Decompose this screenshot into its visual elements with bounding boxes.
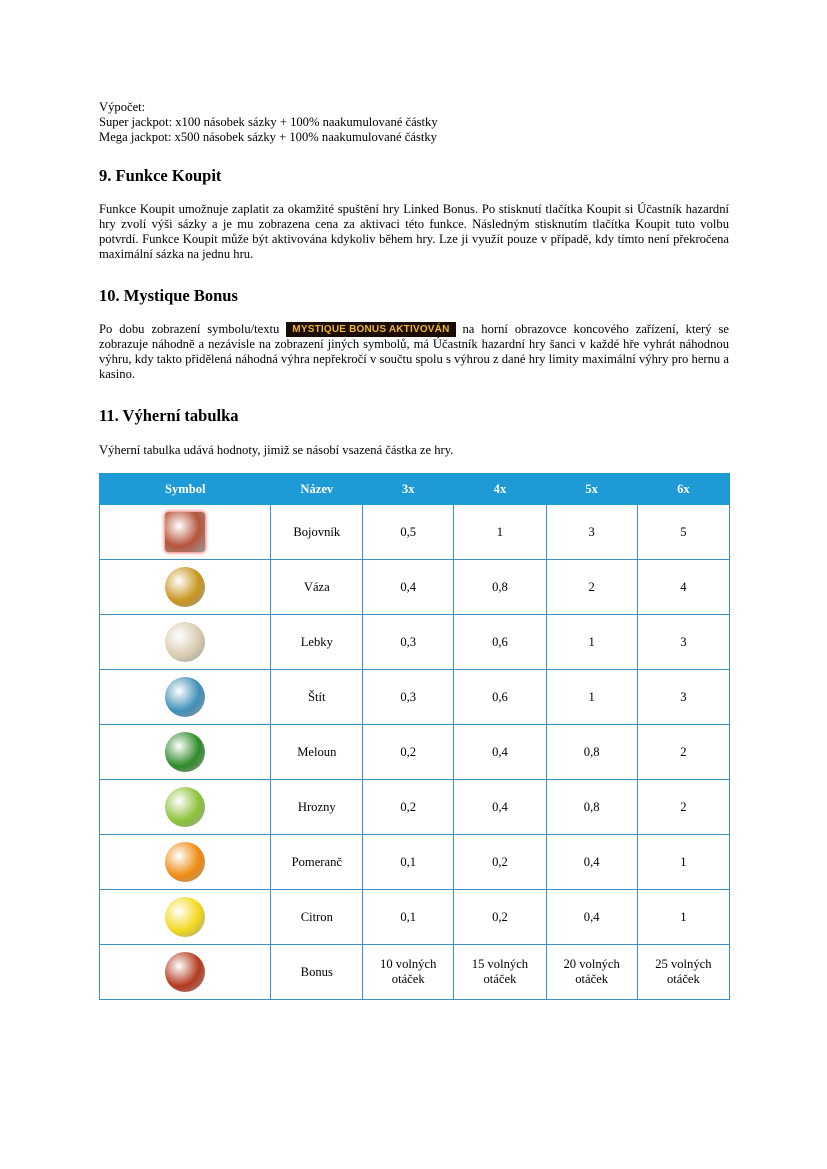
payout-value: 0,8 — [546, 780, 637, 835]
payout-value: 3 — [637, 670, 729, 725]
payout-value: 0,3 — [363, 615, 454, 670]
payout-value: 0,5 — [363, 505, 454, 560]
section-10-text — [99, 322, 729, 382]
grapes-icon — [165, 787, 205, 827]
payout-value: 0,2 — [454, 835, 546, 890]
payout-value: 0,3 — [363, 670, 454, 725]
calc-label: Výpočet: — [99, 100, 146, 114]
table-row — [100, 615, 730, 670]
payout-value: 0,4 — [363, 560, 454, 615]
payout-value: 0,4 — [546, 835, 637, 890]
table-row — [100, 945, 730, 1000]
table-row — [100, 780, 730, 835]
symbol-cell — [100, 725, 271, 780]
symbol-name: Hrozny — [271, 780, 363, 835]
warrior-icon — [165, 512, 205, 552]
payout-value: 1 — [637, 890, 729, 945]
mega-jackpot-line: Mega jackpot: x500 násobek sázky + 100% naakumulované částky — [99, 130, 437, 144]
header-5x: 5x — [546, 474, 637, 505]
payout-value: 1 — [546, 615, 637, 670]
section-11-text: Výherní tabulka udává hodnoty, jimiž se násobí vsazená částka ze hry. — [99, 443, 454, 457]
payout-value: 0,4 — [454, 725, 546, 780]
payout-value: 0,2 — [363, 725, 454, 780]
symbol-name: Bonus — [271, 945, 363, 1000]
payout-value: 2 — [546, 560, 637, 615]
payout-value: 0,4 — [454, 780, 546, 835]
symbol-cell — [100, 890, 271, 945]
payout-value: 0,1 — [363, 835, 454, 890]
header-symbol: Symbol — [100, 474, 271, 505]
payout-value: 1 — [546, 670, 637, 725]
header-6x: 6x — [637, 474, 729, 505]
mystique-bonus-banner: MYSTIQUE BONUS AKTIVOVÁN — [286, 322, 455, 337]
payout-value: 20 volných otáček — [546, 945, 637, 1000]
payout-value: 5 — [637, 505, 729, 560]
payout-value: 0,6 — [454, 670, 546, 725]
payout-value: 1 — [454, 505, 546, 560]
symbol-name: Lebky — [271, 615, 363, 670]
super-jackpot-line: Super jackpot: x100 násobek sázky + 100% naakumulované částky — [99, 115, 438, 129]
symbol-name: Citron — [271, 890, 363, 945]
shield-icon — [165, 677, 205, 717]
payout-value: 0,2 — [363, 780, 454, 835]
payout-value: 2 — [637, 780, 729, 835]
table-row — [100, 560, 730, 615]
symbol-name: Štít — [271, 670, 363, 725]
symbol-name: Váza — [271, 560, 363, 615]
symbol-cell — [100, 560, 271, 615]
section-9-heading: 9. Funkce Koupit — [99, 166, 222, 185]
symbol-cell — [100, 945, 271, 1000]
payout-value: 0,4 — [546, 890, 637, 945]
payout-value: 0,8 — [454, 560, 546, 615]
table-row — [100, 835, 730, 890]
lemon-icon — [165, 897, 205, 937]
vase-icon — [165, 567, 205, 607]
payout-value: 0,8 — [546, 725, 637, 780]
payout-value: 3 — [546, 505, 637, 560]
payout-value: 10 volných otáček — [363, 945, 454, 1000]
section-11-heading: 11. Výherní tabulka — [99, 406, 239, 425]
symbol-name: Bojovník — [271, 505, 363, 560]
symbol-cell — [100, 780, 271, 835]
calculation-block — [99, 100, 729, 145]
bonus-icon — [165, 952, 205, 992]
payout-value: 2 — [637, 725, 729, 780]
text-after: na horní obrazovce koncového zařízení, který se zobrazuje náhodně a nezávisle na zobrazení jiných symbolů, má Účastník hazardní hry šanci v každé hře vyhrát náhodnou výhru, kdy takto přidělená náhodná výhra nepřekročí v součtu spolu s výhrou z dané hry limity maximální výhry pro hernu a kasino. — [99, 322, 729, 381]
symbol-name: Pomeranč — [271, 835, 363, 890]
watermelon-icon — [165, 732, 205, 772]
payout-value: 0,1 — [363, 890, 454, 945]
table-row — [100, 890, 730, 945]
payout-value: 15 volných otáček — [454, 945, 546, 1000]
symbol-cell — [100, 835, 271, 890]
symbol-cell — [100, 615, 271, 670]
payout-value: 3 — [637, 615, 729, 670]
paytable-header — [100, 474, 730, 505]
orange-icon — [165, 842, 205, 882]
symbol-cell — [100, 505, 271, 560]
table-row — [100, 725, 730, 780]
skulls-icon — [165, 622, 205, 662]
header-4x: 4x — [454, 474, 546, 505]
payout-value: 4 — [637, 560, 729, 615]
section-10-heading: 10. Mystique Bonus — [99, 286, 238, 305]
symbol-name: Meloun — [271, 725, 363, 780]
payout-value: 1 — [637, 835, 729, 890]
section-9-text: Funkce Koupit umožnuje zaplatit za okamžité spuštění hry Linked Bonus. Po stisknutí tlačítka Koupit si Účastník hazardní hry zvolí výši sázky a je mu zobrazena cena za aktivaci této funkce. Následným stisknutím tlačítka Koupit tuto volbu potvrdí. Funkce Koupit může být aktivována kdykoliv během hry. Lze ji využít pouze v případě, kdy tímto není překročena maximální sázka na jednu hru. — [99, 202, 729, 261]
text-before: Po dobu zobrazení symbolu/textu — [99, 322, 287, 336]
header-3x: 3x — [363, 474, 454, 505]
payout-value: 25 volných otáček — [637, 945, 729, 1000]
header-name: Název — [271, 474, 363, 505]
paytable — [99, 473, 730, 1000]
table-row — [100, 505, 730, 560]
table-row — [100, 670, 730, 725]
payout-value: 0,2 — [454, 890, 546, 945]
payout-value: 0,6 — [454, 615, 546, 670]
symbol-cell — [100, 670, 271, 725]
